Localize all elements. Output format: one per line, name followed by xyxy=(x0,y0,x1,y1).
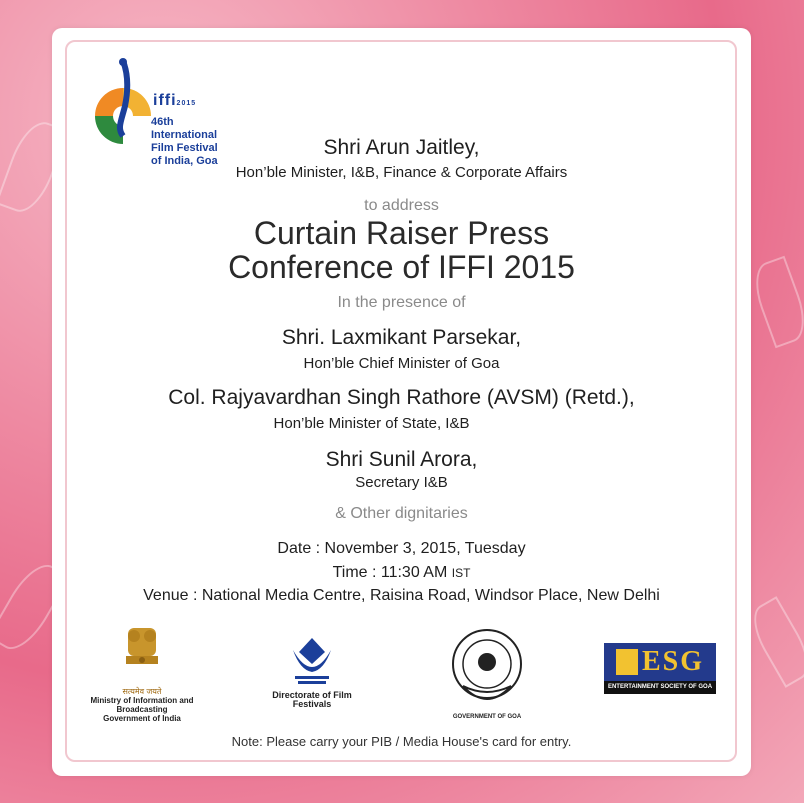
logo-festival-text: 46th International Film Festival of India, Goa xyxy=(151,116,218,167)
to-address-text: to address xyxy=(364,197,439,214)
esg-badge xyxy=(604,643,716,681)
event-date: Date : November 3, 2015, Tuesday xyxy=(277,540,526,557)
background-leaf xyxy=(747,256,804,349)
dff-logo: Directorate of Film Festivals xyxy=(252,634,372,709)
guest2-role: Hon’ble Minister of State, I&B xyxy=(273,415,470,432)
esg-letters: ESG xyxy=(641,646,705,677)
invitation-content xyxy=(52,28,751,776)
presence-text: In the presence of xyxy=(337,294,466,311)
lotus-icon xyxy=(289,634,335,686)
guest2-name: Col. Rajyavardhan Singh Rathore (AVSM) (Retd.), xyxy=(168,386,635,409)
iffi-logo xyxy=(87,56,227,167)
event-venue: Venue : National Media Centre, Raisina Road, Windsor Place, New Delhi xyxy=(143,587,660,604)
event-time: Time : 11:30 AM IST xyxy=(332,564,471,581)
goa-seal-icon xyxy=(449,626,525,708)
esg-logo: ESG ENTERTAINMENT SOCIETY OF GOA xyxy=(604,643,716,694)
event-title-line2: Conference of IFFI 2015 xyxy=(228,249,575,285)
guest1-name: Shri. Laxmikant Parsekar, xyxy=(281,326,522,349)
mib-logo: सत्यमेव जयते Ministry of Information and Broadcasting Government of India xyxy=(82,622,202,723)
guest1-role: Hon’ble Chief Minister of Goa xyxy=(303,355,500,372)
peacock-emblem-icon xyxy=(87,56,157,146)
entry-note: Note: Please carry your PIB / Media House's card for entry. xyxy=(231,734,572,749)
guest3-name: Shri Sunil Arora, xyxy=(325,448,478,471)
time-zone: IST xyxy=(451,566,471,580)
background-leaf xyxy=(744,596,804,688)
other-dignitaries-text: & Other dignitaries xyxy=(335,505,468,522)
event-title-line1: Curtain Raiser Press xyxy=(253,215,550,251)
host-name: Shri Arun Jaitley, xyxy=(323,136,480,159)
logo-brand-text: iffi2015 xyxy=(153,92,197,109)
guest3-role: Secretary I&B xyxy=(355,474,448,491)
national-emblem-icon xyxy=(120,622,164,682)
host-role: Hon’ble Minister, I&B, Finance & Corporate Affairs xyxy=(235,164,568,181)
goa-government-logo: GOVERNMENT OF GOA xyxy=(447,626,527,722)
esg-figure-icon xyxy=(616,649,638,675)
